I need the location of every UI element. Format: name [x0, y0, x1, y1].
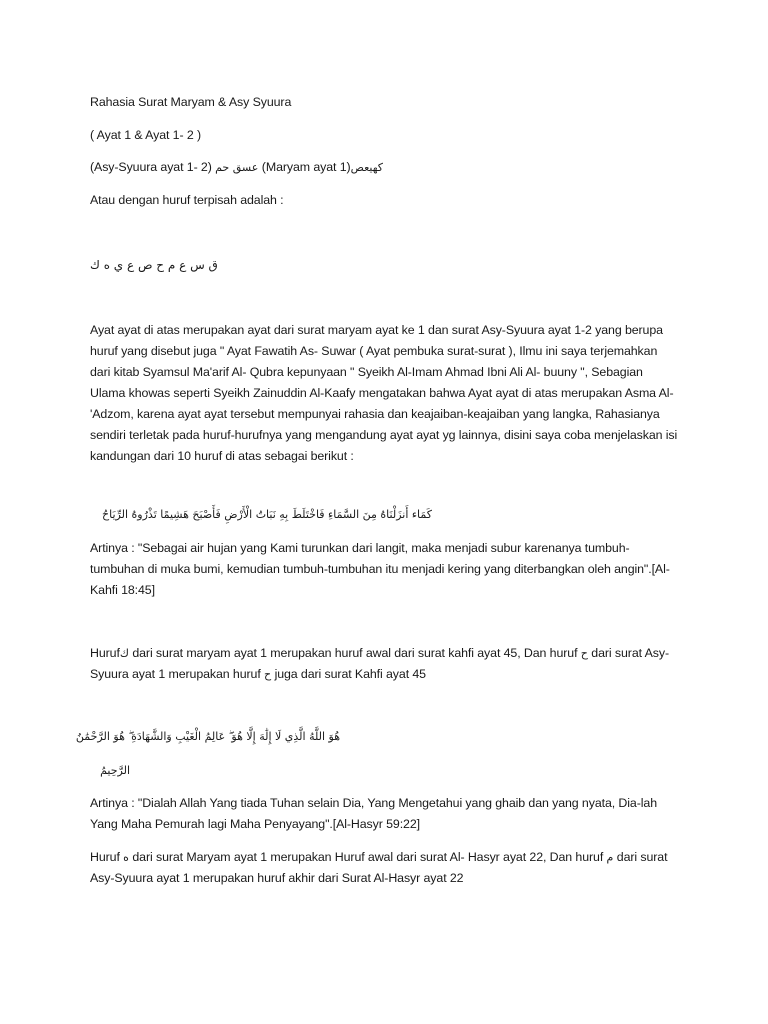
verse2-arabic-line2: الرَّحِيمُ: [100, 764, 130, 777]
intro-line: [90, 157, 383, 178]
huruf1-text1: Huruf: [90, 646, 120, 660]
intro-part1: (Asy-Syuura ayat 1- 2): [90, 160, 212, 174]
huruf1-letter1: ك: [119, 647, 129, 660]
huruf2-letter2: م: [606, 851, 614, 864]
paragraph-explanation: Ayat ayat di atas merupakan ayat dari surat maryam ayat ke 1 dan surat Asy-Syuura ayat 1-2 yang berupa huruf yang disebut juga " Ayat Fawatih As- Suwar ( Ayat pembuka surat-surat ), Ilmu ini saya terjemahkan dari kitab Syamsul Ma'arif Al- Qubra kepunyaan " Syeikh Al-Imam Ahmad Ibni Ali Al- buuny ", Sebagian Ulama khowas seperti Syeikh Zainuddin Al-Kaafy mengatakan bahwa Ayat ayat di atas merupakan Asma Al-'Adzom, karena ayat ayat tersebut mempunyai rahasia dan keajaiban-keajaiban yang langka, Rahasianya sendiri terletak pada huruf-hurufnya yang mengandung ayat ayat yg lainnya, disini saya coba menjelaskan isi kandungan dari 10 huruf di atas sebagai berikut :: [90, 323, 678, 463]
intro-arabic2: كهيعص: [350, 161, 384, 174]
separated-letters: ق س ع م ح ص ع ي ه ك: [90, 258, 218, 272]
verse1-arabic: كَمَاء أَنزَلْنَاهُ مِنَ السَّمَاءِ فَاخْتَلَطَ بِهِ نَبَاتُ الْأَرْضِ فَأَصْبَحَ هَشِيمًا تَذْرُوهُ الرِّيَاحُ: [102, 508, 432, 521]
verse1-translation: Artinya : "Sebagai air hujan yang Kami turunkan dari langit, maka menjadi subur karenanya tumbuh-tumbuhan di muka bumi, kemudian tumbuh-tumbuhan itu menjadi kering yang diterbangkan oleh angin".[Al-Kahfi 18:45]: [90, 541, 670, 597]
huruf1-letter2: ح: [580, 647, 588, 660]
huruf1-letter3: ح: [264, 668, 272, 681]
intro-arabic1: عسق حم: [215, 161, 259, 174]
huruf1-text4: juga dari surat Kahfi ayat 45: [271, 667, 426, 681]
huruf-paragraph-2: [90, 847, 680, 889]
huruf-paragraph-1: [90, 643, 680, 685]
huruf1-text3: dari surat Asy-Syuura ayat 1 merupakan huruf: [90, 646, 669, 681]
document-subtitle: ( Ayat 1 & Ayat 1- 2 ): [90, 128, 201, 142]
separated-heading: Atau dengan huruf terpisah adalah :: [90, 193, 284, 207]
huruf1-text2: dari surat maryam ayat 1 merupakan huruf awal dari surat kahfi ayat 45, Dan huruf: [128, 646, 581, 660]
huruf2-text3: dari surat Asy-Syuura ayat 1 merupakan huruf akhir dari Surat Al-Hasyr ayat 22: [90, 850, 668, 885]
huruf2-letter1: ه: [123, 851, 129, 864]
verse2-arabic-line1: هُوَ اللَّهُ الَّذِي لَا إِلَٰهَ إِلَّا هُوَ ۖ عَالِمُ الْغَيْبِ وَالشَّهَادَةِ ۖ هُوَ الرَّحْمَٰنُ: [75, 730, 340, 743]
huruf2-text1: Huruf: [90, 850, 124, 864]
huruf2-text2: dari surat Maryam ayat 1 merupakan Huruf awal dari surat Al- Hasyr ayat 22, Dan huruf: [128, 850, 607, 864]
document-title: Rahasia Surat Maryam & Asy Syuura: [90, 95, 292, 109]
verse2-translation: Artinya : "Dialah Allah Yang tiada Tuhan selain Dia, Yang Mengetahui yang ghaib dan yang nyata, Dia-lah Yang Maha Pemurah lagi Maha Penyayang".[Al-Hasyr 59:22]: [90, 796, 657, 831]
intro-part2: (Maryam ayat 1): [261, 160, 351, 174]
